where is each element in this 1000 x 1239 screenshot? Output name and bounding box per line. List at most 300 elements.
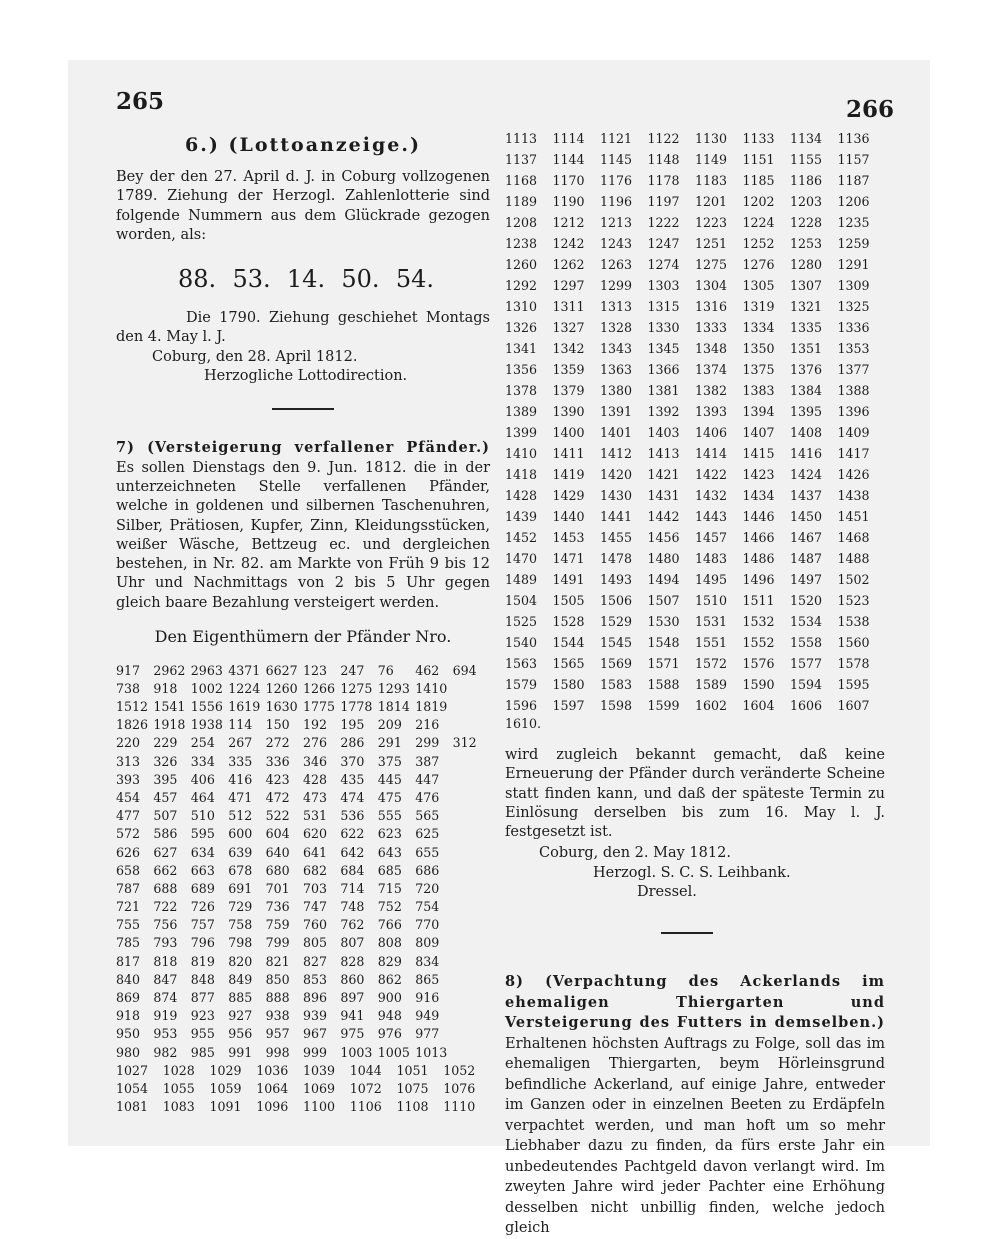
pledge-number: 840 (116, 971, 141, 987)
pledge-number: 406 (190, 771, 215, 787)
pledge-number: 1466 (742, 530, 775, 545)
pledge-number: 1121 (600, 131, 633, 146)
pledge-number: 762 (340, 917, 365, 933)
pledge-number: 1434 (742, 488, 775, 503)
pledge-number: 1310 (505, 299, 538, 314)
pledge-number: 1183 (695, 173, 728, 188)
pledge-number: 1137 (505, 152, 538, 167)
pledge-number: 1313 (600, 299, 633, 314)
pledge-number: 1431 (647, 488, 680, 503)
pledge-number: 1528 (552, 614, 585, 629)
section8-title: 8) (Verpachtung des Ackerlands im ehemaligen Thiergarten und Versteigerung des Futters in demselben.) (505, 973, 885, 1032)
pledge-number: 1471 (552, 551, 585, 566)
pledge-number: 1394 (742, 404, 775, 419)
pledge-number: 1410 (415, 680, 448, 696)
pledge-number: 787 (116, 880, 141, 896)
pledge-number-table-right (505, 128, 885, 716)
pledge-number: 1378 (505, 383, 538, 398)
pledge-number: 663 (190, 862, 215, 878)
pledge-number: 828 (340, 953, 365, 969)
pledge-number: 286 (340, 735, 365, 751)
pledge-number: 1259 (837, 236, 870, 251)
pledge-number: 853 (303, 971, 328, 987)
pledge-number: 1274 (647, 257, 680, 272)
pledge-number: 1399 (505, 425, 538, 440)
next-draw-note: Die 1790. Ziehung geschiehet Montags den 4. May l. J. (116, 310, 490, 346)
pledge-number: 395 (153, 771, 178, 787)
number-row (505, 380, 885, 401)
pledge-number: 1203 (790, 194, 823, 209)
pledge-number: 1091 (209, 1099, 242, 1115)
pledge-number: 1228 (790, 215, 823, 230)
pledge-number: 1366 (647, 362, 680, 377)
section7-title: 7) (Versteigerung verfallener Pfänder.) (116, 439, 490, 457)
pledge-number: 985 (190, 1044, 215, 1060)
pledge-number: 1437 (790, 488, 823, 503)
pledge-number: 759 (265, 917, 290, 933)
pledge-number: 694 (452, 662, 477, 678)
pledge-number: 1583 (600, 677, 633, 692)
pledge-number: 850 (265, 971, 290, 987)
drawn-number: 54. (395, 265, 434, 294)
number-row (116, 1025, 490, 1043)
number-row (116, 734, 490, 752)
pledge-number: 953 (153, 1026, 178, 1042)
number-row (505, 401, 885, 422)
pledge-number: 1413 (647, 446, 680, 461)
pledge-number: 888 (265, 990, 290, 1006)
pledge-number: 472 (265, 789, 290, 805)
pledge-number: 1144 (552, 152, 585, 167)
pledge-number: 457 (153, 789, 178, 805)
pledge-number: 1247 (647, 236, 680, 251)
pledge-number: 755 (116, 917, 141, 933)
pledge-number: 1388 (837, 383, 870, 398)
pledge-number: 1548 (647, 635, 680, 650)
pledge-number: 1148 (647, 152, 680, 167)
owners-heading: Den Eigenthümern der Pfänder Nro. (154, 627, 452, 647)
pledge-number: 1334 (742, 320, 775, 335)
pledge-number: 1576 (742, 656, 775, 671)
pledge-number: 1327 (552, 320, 585, 335)
right-page-number: 266 (846, 96, 895, 123)
pledge-number: 957 (265, 1026, 290, 1042)
pledge-number: 818 (153, 953, 178, 969)
number-row (505, 611, 885, 632)
number-row (505, 233, 885, 254)
pledge-number: 1149 (695, 152, 728, 167)
pledge-number: 1446 (742, 509, 775, 524)
pledge-number: 1293 (377, 680, 410, 696)
section8-text: Erhaltenen höchsten Auftrags zu Folge, soll das im ehemaligen Thiergarten, beym Hörleinsgrund befindliche Ackerland, auf einige Jahre, entweder im Ganzen oder in einzelnen Beeten zu Erdäpfeln verpachtet werden, und man hoft um so mehr Liebhaber dazu zu finden, da fürs erste Jahr ein unbedeutendes Pachtgeld davon verlangt wird. Im zweyten Jahre wird jeder Pachter eine Erhöhung desselben nicht unbillig finden, welche jedoch gleich (505, 1035, 885, 1237)
pledge-number: 1590 (742, 677, 775, 692)
pledge-number: 955 (190, 1026, 215, 1042)
pledge-number: 1511 (742, 593, 775, 608)
pledge-number: 387 (415, 753, 440, 769)
pledge-number: 1426 (837, 467, 870, 482)
number-row (116, 770, 490, 788)
pledge-number: 267 (228, 735, 253, 751)
pledge-number: 346 (303, 753, 328, 769)
number-row (505, 569, 885, 590)
pledge-number: 1307 (790, 278, 823, 293)
drawn-number: 14. (286, 265, 326, 294)
pledge-number: 1351 (790, 341, 823, 356)
pledge-number: 1467 (790, 530, 823, 545)
pledge-number: 1442 (647, 509, 680, 524)
pledge-number: 1778 (340, 699, 373, 715)
pledge-number: 1630 (265, 699, 298, 715)
pledge-number: 1393 (695, 404, 728, 419)
pledge-number: 1417 (837, 446, 870, 461)
pledge-number: 335 (228, 753, 253, 769)
pledge-number: 847 (153, 971, 178, 987)
pledge-number: 1341 (505, 341, 538, 356)
pledge-number: 476 (415, 789, 440, 805)
pledge-number: 1291 (837, 257, 870, 272)
pledge-number: 1407 (742, 425, 775, 440)
pledge-number: 1202 (742, 194, 775, 209)
pledge-number: 760 (303, 917, 328, 933)
pledge-number: 435 (340, 771, 365, 787)
section6-signature: Herzogliche Lottodirection. (204, 368, 408, 385)
number-row (505, 464, 885, 485)
pledge-number: 919 (153, 1008, 178, 1024)
pledge-number: 1414 (695, 446, 728, 461)
pledge-number: 76 (377, 662, 394, 678)
number-row (116, 807, 490, 825)
pledge-number: 1260 (265, 680, 298, 696)
pledge-number: 1416 (790, 446, 823, 461)
pledge-number: 726 (190, 899, 215, 915)
pledge-number: 1028 (162, 1062, 195, 1078)
pledge-number: 1326 (505, 320, 538, 335)
pledge-number: 1383 (742, 383, 775, 398)
pledge-number: 1580 (552, 677, 585, 692)
pledge-number: 1380 (600, 383, 633, 398)
pledge-number: 1353 (837, 341, 870, 356)
pledge-number: 1453 (552, 530, 585, 545)
pledge-number: 785 (116, 935, 141, 951)
pledge-number: 276 (303, 735, 328, 751)
pledge-number: 874 (153, 990, 178, 1006)
pledge-number: 848 (190, 971, 215, 987)
pledge-number: 1321 (790, 299, 823, 314)
pledge-number: 1325 (837, 299, 870, 314)
pledge-number: 1029 (209, 1062, 242, 1078)
pledge-number: 622 (340, 826, 365, 842)
pledge-number: 1055 (162, 1080, 195, 1096)
pledge-number: 1036 (256, 1062, 289, 1078)
number-row (505, 632, 885, 653)
pledge-number: 703 (303, 880, 328, 896)
pledge-number: 722 (153, 899, 178, 915)
pledge-number: 885 (228, 990, 253, 1006)
pledge-number: 1343 (600, 341, 633, 356)
pledge-number: 1276 (742, 257, 775, 272)
pledge-number: 1206 (837, 194, 870, 209)
pledge-number: 1260 (505, 257, 538, 272)
pledge-number: 229 (153, 735, 178, 751)
section7-continuation: wird zugleich bekannt gemacht, daß keine Erneuerung der Pfänder durch veränderte Scheine statt finden kann, und daß der späteste Termin zu Einlösung derselben bis zum 16. May l. J. festgesetzt ist. (505, 747, 885, 841)
pledge-number: 1330 (647, 320, 680, 335)
pledge-number: 423 (265, 771, 290, 787)
pledge-number: 691 (228, 880, 253, 896)
number-row (116, 788, 490, 806)
pledge-number: 967 (303, 1026, 328, 1042)
pledge-number: 150 (265, 717, 290, 733)
pledge-number: 1178 (647, 173, 680, 188)
pledge-number: 1356 (505, 362, 538, 377)
pledge-number: 682 (303, 862, 328, 878)
number-row (505, 359, 885, 380)
pledge-number: 754 (415, 899, 440, 915)
pledge-number: 1345 (647, 341, 680, 356)
pledge-number: 1390 (552, 404, 585, 419)
pledge-number: 862 (377, 971, 402, 987)
pledge-number: 1565 (552, 656, 585, 671)
pledge-number: 1222 (647, 215, 680, 230)
pledge-number: 1100 (303, 1099, 336, 1115)
number-row (116, 1079, 490, 1097)
number-row (505, 191, 885, 212)
pledge-number: 1395 (790, 404, 823, 419)
left-page-number: 265 (116, 88, 165, 115)
pledge-number: 1599 (647, 698, 680, 713)
pledge-number: 982 (153, 1044, 178, 1060)
pledge-number: 715 (377, 880, 402, 896)
pledge-number: 1238 (505, 236, 538, 251)
pledge-number: 1379 (552, 383, 585, 398)
pledge-number: 1223 (695, 215, 728, 230)
pledge-number: 1480 (647, 551, 680, 566)
pledge-number: 1002 (190, 680, 223, 696)
drawn-number: 88. (178, 265, 217, 294)
pledge-number: 799 (265, 935, 290, 951)
number-row (116, 1061, 490, 1079)
pledge-number: 1531 (695, 614, 728, 629)
pledge-number: 1350 (742, 341, 775, 356)
pledge-number: 1918 (153, 717, 186, 733)
pledge-number: 507 (153, 808, 178, 824)
pledge-number: 1391 (600, 404, 633, 419)
pledge-number: 900 (377, 990, 402, 1006)
pledge-number: 1348 (695, 341, 728, 356)
pledge-number: 1382 (695, 383, 728, 398)
pledge-number: 1532 (742, 614, 775, 629)
pledge-number: 1450 (790, 509, 823, 524)
pledge-number: 1428 (505, 488, 538, 503)
pledge-number: 1190 (552, 194, 585, 209)
pledge-number: 1412 (600, 446, 633, 461)
number-row (116, 752, 490, 770)
pledge-number: 770 (415, 917, 440, 933)
pledge-number: 1523 (837, 593, 870, 608)
pledge-number: 639 (228, 844, 253, 860)
number-row (505, 695, 885, 716)
pledge-number: 1505 (552, 593, 585, 608)
pledge-number: 1039 (303, 1062, 336, 1078)
pledge-number: 1594 (790, 677, 823, 692)
pledge-number: 1213 (600, 215, 633, 230)
pledge-number: 991 (228, 1044, 253, 1060)
pledge-number: 720 (415, 880, 440, 896)
section7-paragraph (116, 438, 490, 613)
pledge-number: 1374 (695, 362, 728, 377)
pledge-number: 1430 (600, 488, 633, 503)
pledge-number: 595 (190, 826, 215, 842)
pledge-number: 1185 (742, 173, 775, 188)
pledge-number: 1443 (695, 509, 728, 524)
pledge-number: 531 (303, 808, 328, 824)
pledge-number: 1064 (256, 1080, 289, 1096)
pledge-number: 1401 (600, 425, 633, 440)
pledge-number: 1309 (837, 278, 870, 293)
pledge-number: 1253 (790, 236, 823, 251)
pledge-number: 796 (190, 935, 215, 951)
pledge-number: 834 (415, 953, 440, 969)
number-row (116, 1098, 490, 1116)
pledge-number: 1176 (600, 173, 633, 188)
pledge-number: 1197 (647, 194, 680, 209)
pledge-number: 643 (377, 844, 402, 860)
pledge-number: 1439 (505, 509, 538, 524)
pledge-number: 522 (265, 808, 290, 824)
pledge-number: 729 (228, 899, 253, 915)
pledge-number: 1619 (228, 699, 261, 715)
pledge-number: 216 (415, 717, 440, 733)
pledge-number: 1432 (695, 488, 728, 503)
pledge-number: 948 (377, 1008, 402, 1024)
number-row (505, 296, 885, 317)
pledge-number: 462 (415, 662, 440, 678)
pledge-number: 747 (303, 899, 328, 915)
pledge-number: 916 (415, 990, 440, 1006)
pledge-number: 1506 (600, 593, 633, 608)
number-row (116, 970, 490, 988)
pledge-number: 254 (190, 735, 215, 751)
number-row (116, 879, 490, 897)
pledge-number: 1187 (837, 173, 870, 188)
number-row (116, 861, 490, 879)
pledge-number: 849 (228, 971, 253, 987)
pledge-number: 4371 (228, 662, 261, 678)
pledge-number: 313 (116, 753, 141, 769)
pledge-number: 471 (228, 789, 253, 805)
pledge-number: 758 (228, 917, 253, 933)
pledge-number: 1478 (600, 551, 633, 566)
pledge-number: 2963 (190, 662, 223, 678)
pledge-number: 1110 (443, 1099, 476, 1115)
pledge-number: 1470 (505, 551, 538, 566)
section7-signature: Herzogl. S. C. S. Leihbank. (593, 864, 791, 881)
number-row (505, 275, 885, 296)
drawn-numbers (116, 265, 490, 293)
pledge-number: 447 (415, 771, 440, 787)
pledge-number: 1243 (600, 236, 633, 251)
pledge-number: 641 (303, 844, 328, 860)
pledge-number: 1266 (303, 680, 336, 696)
pledge-number: 793 (153, 935, 178, 951)
pledge-number: 600 (228, 826, 253, 842)
pledge-number: 1493 (600, 572, 633, 587)
pledge-number: 678 (228, 862, 253, 878)
pledge-number: 1520 (790, 593, 823, 608)
pledge-number: 555 (377, 808, 402, 824)
pledge-number: 1075 (396, 1080, 429, 1096)
pledge-number: 1052 (443, 1062, 476, 1078)
pledge-number: 1170 (552, 173, 585, 188)
pledge-number: 192 (303, 717, 328, 733)
pledge-number: 642 (340, 844, 365, 860)
pledge-number: 977 (415, 1026, 440, 1042)
pledge-number: 1335 (790, 320, 823, 335)
pledge-number: 976 (377, 1026, 402, 1042)
pledge-number: 272 (265, 735, 290, 751)
pledge-number: 123 (303, 662, 328, 678)
pledge-number: 1252 (742, 236, 775, 251)
pledge-number: 1510 (695, 593, 728, 608)
pledge-number: 1571 (647, 656, 680, 671)
pledge-number: 1552 (742, 635, 775, 650)
pledge-number: 1003 (340, 1044, 373, 1060)
pledge-number: 1534 (790, 614, 823, 629)
pledge-number: 1305 (742, 278, 775, 293)
pledge-number: 247 (340, 662, 365, 678)
pledge-number: 1418 (505, 467, 538, 482)
pledge-number: 1297 (552, 278, 585, 293)
pledge-number: 1403 (647, 425, 680, 440)
pledge-number: 1540 (505, 635, 538, 650)
number-row (116, 897, 490, 915)
pledge-number: 808 (377, 935, 402, 951)
pledge-number: 1488 (837, 551, 870, 566)
separator-rule (272, 408, 334, 410)
pledge-number: 1224 (228, 680, 261, 696)
pledge-number: 1319 (742, 299, 775, 314)
pledge-number: 1155 (790, 152, 823, 167)
pledge-number: 1819 (415, 699, 448, 715)
pledge-number: 1451 (837, 509, 870, 524)
pledge-number: 416 (228, 771, 253, 787)
pledge-number: 475 (377, 789, 402, 805)
number-row (505, 128, 885, 149)
pledge-number: 464 (190, 789, 215, 805)
pledge-number: 1096 (256, 1099, 289, 1115)
pledge-number: 1578 (837, 656, 870, 671)
pledge-number: 375 (377, 753, 402, 769)
pledge-number: 1280 (790, 257, 823, 272)
pledge-number: 1363 (600, 362, 633, 377)
pledge-number: 1468 (837, 530, 870, 545)
pledge-number: 1530 (647, 614, 680, 629)
pledge-number: 1596 (505, 698, 538, 713)
pledge-number: 1081 (116, 1099, 149, 1115)
pledge-number: 721 (116, 899, 141, 915)
pledge-number: 738 (116, 680, 141, 696)
section7-text: Es sollen Dienstags den 9. Jun. 1812. die in der unterzeichneten Stelle verfallenen Pfänder, welche in goldenen und silbernen Taschenuhren, Silber, Prätiosen, Kupfer, Zinn, Kleidungsstücken, weißer Wäsche, Bettzeug ec. und dergleichen bestehen, in Nr. 82. am Markte von Früh 9 bis 12 Uhr und Nachmittags von 2 bis 5 Uhr gegen gleich baare Bezahlung versteigert werden. (116, 459, 490, 611)
pledge-number: 428 (303, 771, 328, 787)
pledge-number: 1113 (505, 131, 538, 146)
pledge-number: 1377 (837, 362, 870, 377)
pledge-number: 1483 (695, 551, 728, 566)
pledge-number: 334 (190, 753, 215, 769)
pledge-number: 1208 (505, 215, 538, 230)
pledge-number: 299 (415, 735, 440, 751)
pledge-number: 1328 (600, 320, 633, 335)
pledge-number: 766 (377, 917, 402, 933)
pledge-number: 1059 (209, 1080, 242, 1096)
